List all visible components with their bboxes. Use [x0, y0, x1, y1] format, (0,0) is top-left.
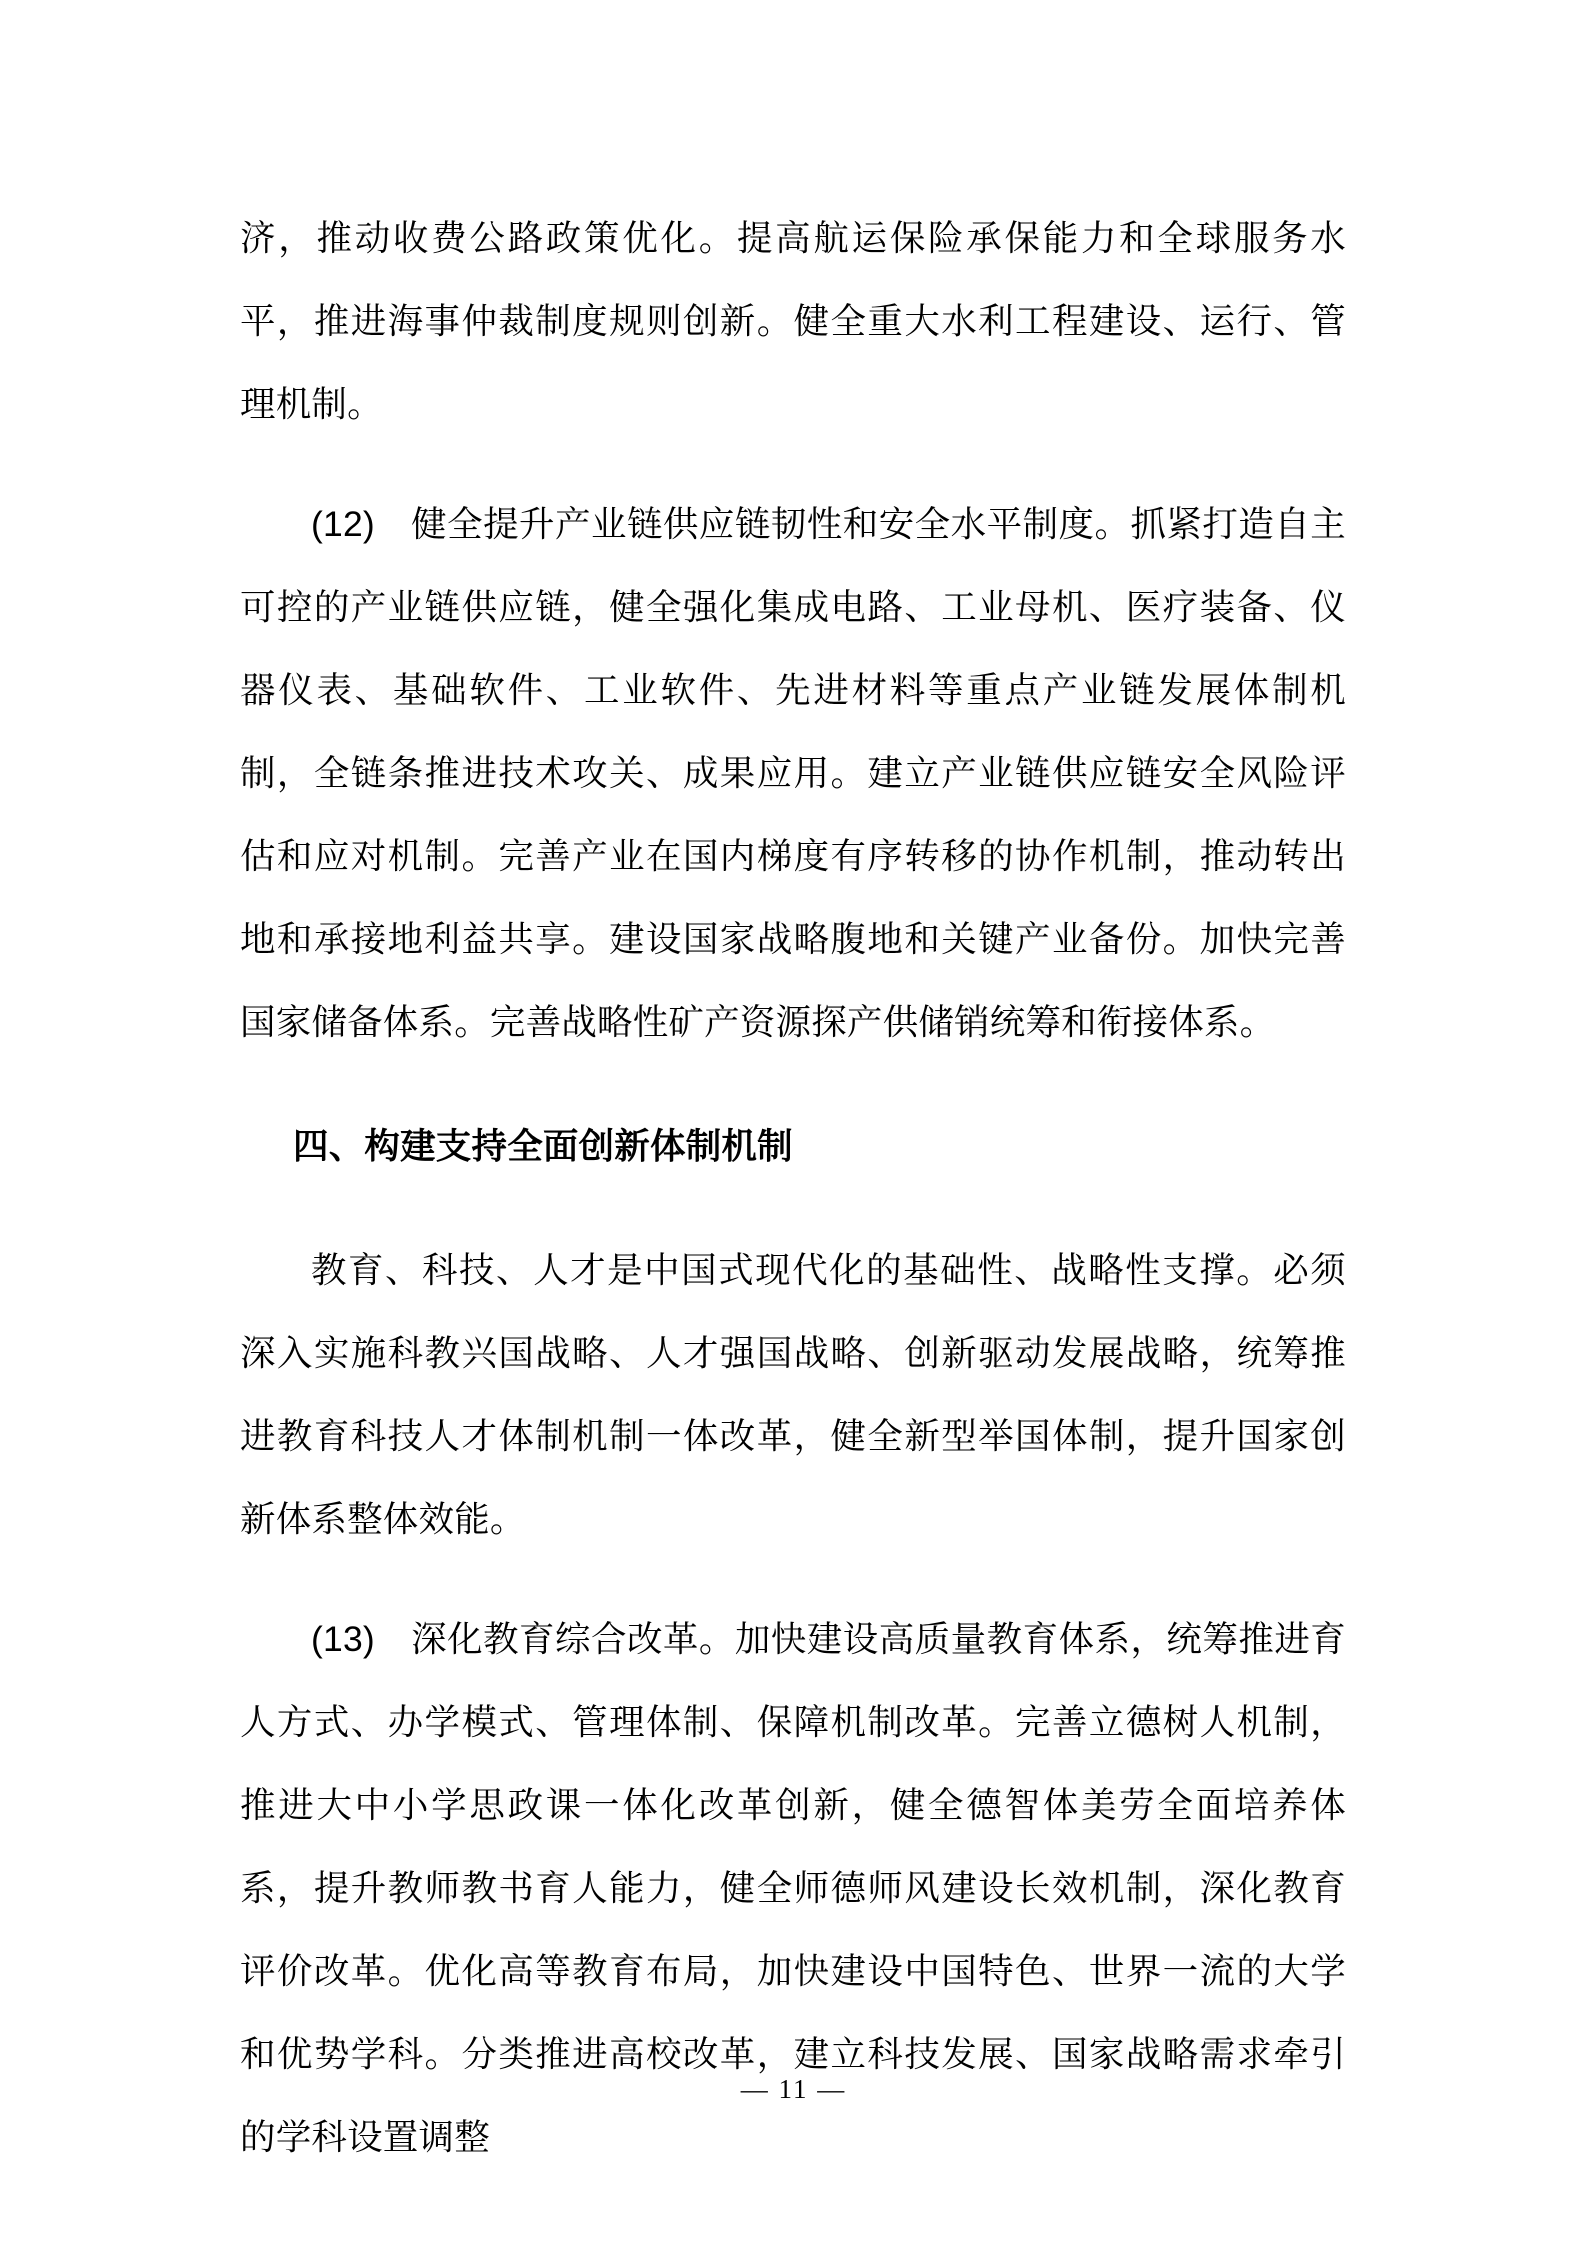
body-paragraph-item-12: (12) 健全提升产业链供应链韧性和安全水平制度。抓紧打造自主可控的产业链供应链，健全强化集成电路、工业母机、医疗装备、仪器仪表、基础软件、工业软件、先进材料等重点产业链发展体制机制，全链条推进技术攻关、成果应用。建立产业链供应链安全风险评估和应对机制。完善产业在国内梯度有序转移的协作机制，推动转出地和承接地利益共享。建设国家战略腹地和关键产业备份。加快完善国家储备体系。完善战略性矿产资源探产供储销统筹和衔接体系。	[240, 504, 1346, 1042]
page-number: — 11 —	[740, 2074, 847, 2104]
body-paragraph-intro: 教育、科技、人才是中国式现代化的基础性、战略性支撑。必须深入实施科教兴国战略、人才强国战略、创新驱动发展战略，统筹推进教育科技人才体制机制一体改革，健全新型举国体制，提升国家创新体系整体效能。	[240, 1250, 1346, 1539]
text-column	[240, 197, 1346, 2179]
section-heading: 四、构建支持全面创新体制机制	[293, 1126, 793, 1166]
body-paragraph-continuation: 济，推动收费公路政策优化。提高航运保险承保能力和全球服务水平，推进海事仲裁制度规则创新。健全重大水利工程建设、运行、管理机制。	[240, 218, 1346, 424]
body-paragraph-item-13: (13) 深化教育综合改革。加快建设高质量教育体系，统筹推进育人方式、办学模式、管理体制、保障机制改革。完善立德树人机制，推进大中小学思政课一体化改革创新，健全德智体美劳全面培养体系，提升教师教书育人能力，健全师德师风建设长效机制，深化教育评价改革。优化高等教育布局，加快建设中国特色、世界一流的大学和优势学科。分类推进高校改革，建立科技发展、国家战略需求牵引的学科设置调整	[240, 1619, 1346, 2157]
page-footer	[0, 2072, 1587, 2106]
